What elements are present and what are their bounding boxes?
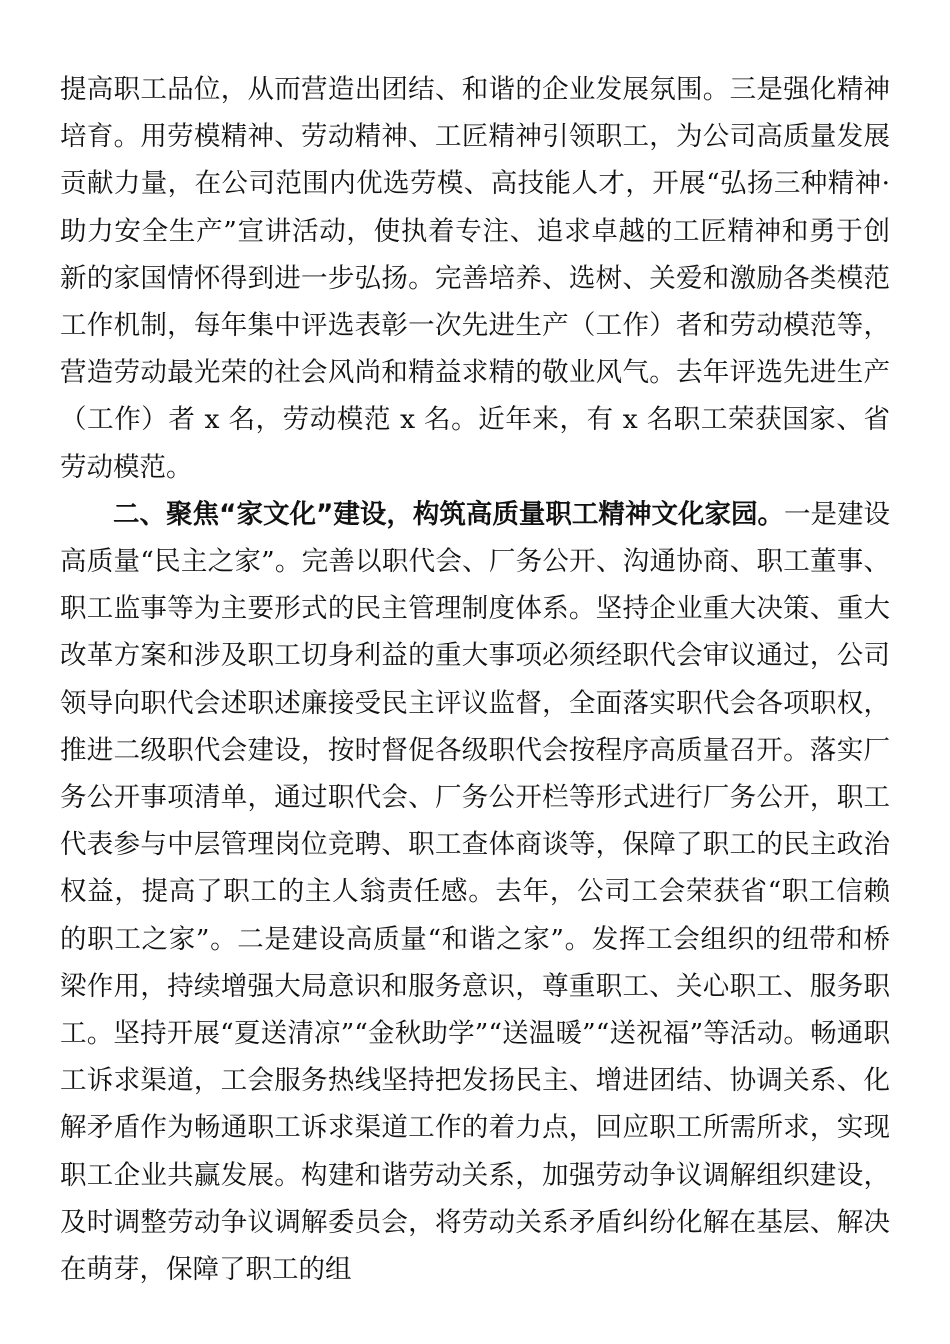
body-paragraph (60, 66, 890, 491)
paragraph-text: 一是建设高质量“民主之家”。完善以职代会、厂务公开、沟通协商、职工董事、职工监事等为主要形式的民主管理制度体系。坚持企业重大决策、重大改革方案和涉及职工切身利益的重大事项必须经职代会审议通过，公司领导向职代会述职述廉接受民主评议监督，全面落实职代会各项职权，推进二级职代会建设，按时督促各级职代会按程序高质量召开。落实厂务公开事项清单，通过职代会、厂务公开栏等形式进行厂务公开，职工代表参与中层管理岗位竞聘、职工查体商谈等，保障了职工的民主政治权益，提高了职工的主人翁责任感。去年，公司工会荣获省“职工信赖的职工之家”。二是建设高质量“和谐之家”。发挥工会组织的纽带和桥梁作用，持续增强大局意识和服务意识，尊重职工、关心职工、服务职工。坚持开展“夏送清凉”“金秋助学”“送温暖”“送祝福”等活动。畅通职工诉求渠道，工会服务热线坚持把发扬民主、增进团结、协调关系、化解矛盾作为畅通职工诉求渠道工作的着力点，回应职工所需所求，实现职工企业共赢发展。构建和谐劳动关系，加强劳动争议调解组织建设，及时调整劳动争议调解委员会，将劳动关系矛盾纠纷化解在基层、解决在萌芽，保障了职工的组 (60, 498, 891, 1286)
paragraph-text: 提高职工品位，从而营造出团结、和谐的企业发展氛围。三是强化精神培育。用劳模精神、劳动精神、工匠精神引领职工，为公司高质量发展贡献力量，在公司范围内优选劳模、高技能人才，开展“弘扬三种精神·助力安全生产”宣讲活动，使执着专注、追求卓越的工匠精神和勇于创新的家国情怀得到进一步弘扬。完善培养、选树、关爱和激励各类模范工作机制，每年集中评选表彰一次先进生产（工作）者和劳动模范等，营造劳动最光荣的社会风尚和精益求精的敬业风气。去年评选先进生产（工作）者 x 名，劳动模范 x 名。近年来，有 x 名职工荣获国家、省劳动模范。 (60, 74, 890, 483)
section-heading: 二、聚焦“家文化”建设，构筑高质量职工精神文化家园。 (113, 498, 784, 530)
section-paragraph (60, 491, 890, 1293)
document-page (60, 66, 890, 1293)
